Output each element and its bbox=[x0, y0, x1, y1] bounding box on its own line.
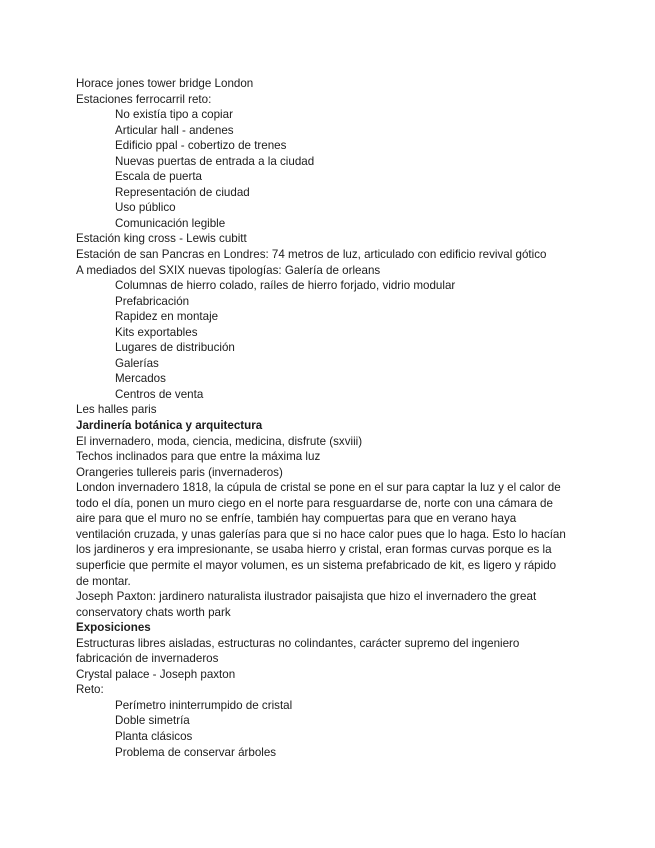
crystal-palace-line: Crystal palace - Joseph paxton bbox=[76, 667, 236, 681]
orangeries-line: Orangeries tullereis paris (invernaderos) bbox=[76, 465, 283, 479]
list-item: Comunicación legible bbox=[115, 216, 226, 230]
galeria-list bbox=[76, 278, 576, 402]
reto-heading: Reto: bbox=[76, 683, 104, 697]
estructuras-paragraph: Estructuras libres aisladas, estructuras no colindantes, carácter supremo del ingeniero fabricación de invernaderos bbox=[76, 636, 520, 666]
exposiciones-heading: Exposiciones bbox=[76, 621, 151, 635]
estaciones-heading: Estaciones ferrocarril reto: bbox=[76, 92, 212, 106]
list-item: Problema de conservar árboles bbox=[115, 745, 277, 759]
jardineria-heading: Jardinería botánica y arquitectura bbox=[76, 419, 263, 433]
list-item: Centros de venta bbox=[115, 387, 204, 401]
list-item: Uso público bbox=[115, 201, 176, 215]
les-halles-line: Les halles paris bbox=[76, 403, 157, 417]
list-item: Nuevas puertas de entrada a la ciudad bbox=[115, 154, 315, 168]
list-item: Escala de puerta bbox=[115, 170, 203, 184]
list-item: Kits exportables bbox=[115, 325, 198, 339]
list-item: Planta clásicos bbox=[115, 729, 193, 743]
san-pancras-line: Estación de san Pancras en Londres: 74 metros de luz, articulado con edificio revival gótico bbox=[76, 248, 547, 262]
list-item: Galerías bbox=[115, 356, 159, 370]
list-item: Rapidez en montaje bbox=[115, 310, 219, 324]
tower-bridge-line: Horace jones tower bridge London bbox=[76, 77, 254, 90]
list-item: Representación de ciudad bbox=[115, 185, 250, 199]
list-item: Lugares de distribución bbox=[115, 341, 235, 355]
king-cross-line: Estación king cross - Lewis cubitt bbox=[76, 232, 247, 246]
list-item: Mercados bbox=[115, 372, 166, 386]
list-item: Doble simetría bbox=[115, 714, 190, 728]
paxton-paragraph: Joseph Paxton: jardinero naturalista ilustrador paisajista que hizo el invernadero the great conservatory chats worth park bbox=[76, 590, 537, 619]
estaciones-list bbox=[76, 107, 576, 231]
london-1818-paragraph: London invernadero 1818, la cúpula de cristal se pone en el sur para captar la luz y el calor de todo el día, ponen un muro ciego en el norte para resguardarse de, norte con una cámara de aire para que el muro no se enfríe, también hay compuertas para que en verano haya ventilación cruzada, y unas galerías para que si no hace calor pues que lo haga. Esto lo hacían los jardineros y era impresionante, se usaba hierro y cristal, eran formas curvas porque es la superficie que permite el mayor volumen, es un sistema prefabricado de kit, es ligero y rápido de montar. bbox=[76, 481, 566, 588]
list-item: Articular hall - andenes bbox=[115, 123, 234, 137]
invernadero-moda-line: El invernadero, moda, ciencia, medicina, disfrute (sxviii) bbox=[76, 434, 363, 448]
reto-list bbox=[76, 698, 576, 760]
document-body bbox=[76, 76, 576, 760]
techos-line: Techos inclinados para que entre la máxima luz bbox=[76, 450, 321, 464]
mediados-line: A mediados del SXIX nuevas tipologías: Galería de orleans bbox=[76, 263, 381, 277]
list-item: No existía tipo a copiar bbox=[115, 108, 233, 122]
list-item: Columnas de hierro colado, raíles de hierro forjado, vidrio modular bbox=[115, 279, 456, 293]
list-item: Edificio ppal - cobertizo de trenes bbox=[115, 139, 287, 153]
list-item: Prefabricación bbox=[115, 294, 190, 308]
list-item: Perímetro ininterrumpido de cristal bbox=[115, 698, 293, 712]
